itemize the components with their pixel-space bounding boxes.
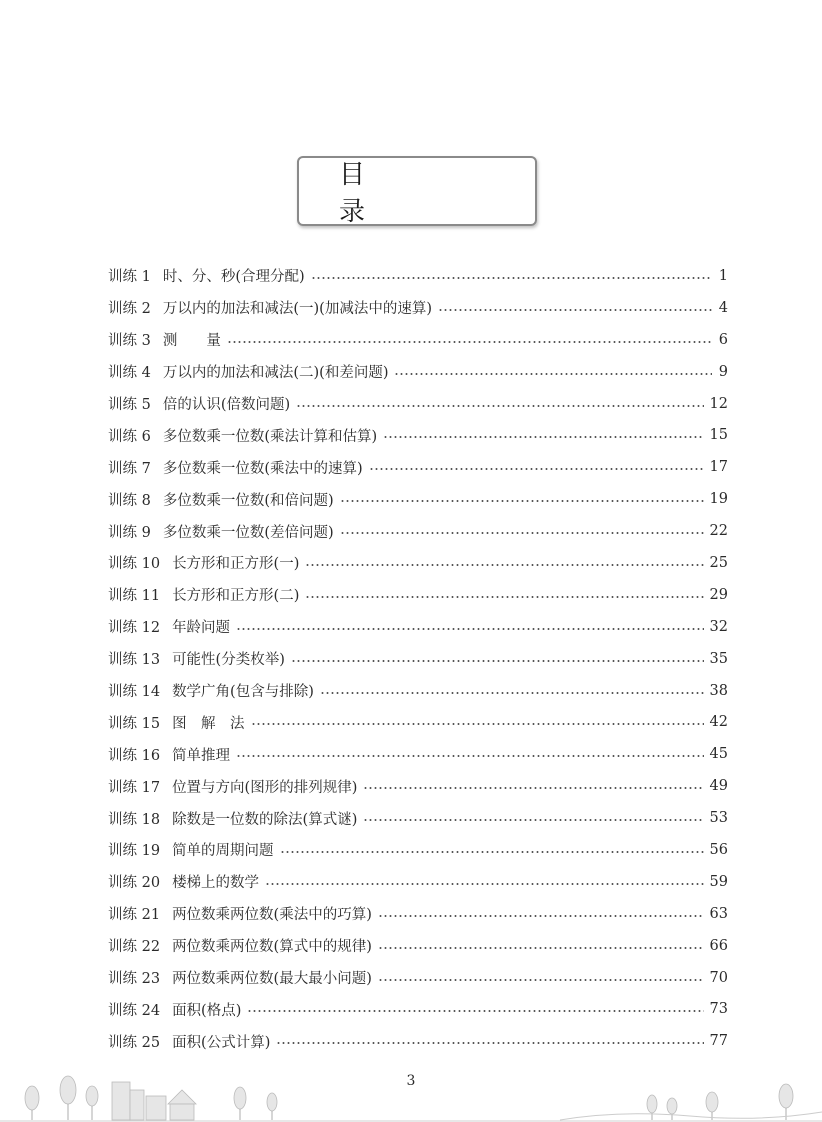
toc-entry-number: 训练 17 [108,779,161,796]
toc-entry [108,260,728,292]
toc-entry-page: 22 [709,523,728,540]
toc-entry [108,451,728,483]
toc-entry-page: 32 [709,618,728,635]
toc-leader-dots [236,628,703,630]
toc-entry [108,675,728,707]
toc-entry-title: 位置与方向(图形的排列规律) [172,779,358,796]
toc-entry [108,834,728,866]
toc-entry [108,993,728,1025]
toc-entry-page: 59 [709,873,728,890]
toc-entry [108,324,728,356]
toc-entry-title: 长方形和正方形(一) [172,556,300,573]
toc-leader-dots [438,309,712,311]
toc-entry [108,579,728,611]
toc-entry-title: 面积(公式计算) [172,1034,271,1051]
toc-entry [108,515,728,547]
toc-entry-number: 训练 11 [108,588,161,605]
toc-entry-number: 训练 7 [108,460,151,477]
toc-entry-page: 53 [709,810,728,827]
toc-leader-dots [305,564,703,566]
toc-leader-dots [276,1042,703,1044]
toc-entry-number: 训练 8 [108,492,151,509]
toc-entry-title: 时、分、秒(合理分配) [162,269,305,286]
toc-entry-page: 73 [709,1001,728,1018]
toc-entry-page: 38 [709,682,728,699]
toc-entry-number: 训练 21 [108,907,161,924]
footer-decoration [0,1060,822,1122]
toc-entry-page: 4 [718,299,728,316]
toc-entry [108,898,728,930]
toc-leader-dots [394,373,712,375]
toc-leader-dots [305,596,703,598]
toc-leader-dots [340,500,704,502]
toc-leader-dots [280,851,704,853]
toc-entry-page: 1 [718,267,728,284]
toc-entry [108,802,728,834]
toc-entry-number: 训练 22 [108,939,161,956]
toc-entry-page: 66 [709,937,728,954]
toc-entry-number: 训练 6 [108,428,151,445]
toc-entry-title: 多位数乘一位数(乘法中的速算) [162,460,363,477]
toc-entry-number: 训练 23 [108,971,161,988]
page-number: 3 [406,1073,416,1089]
table-of-contents [108,260,728,1057]
toc-entry [108,1025,728,1057]
toc-leader-dots [383,436,703,438]
toc-entry-title: 多位数乘一位数(差倍问题) [162,524,334,541]
toc-leader-dots [291,660,704,662]
toc-entry-number: 训练 1 [108,269,151,286]
toc-entry [108,770,728,802]
toc-leader-dots [227,341,712,343]
toc-entry-title: 简单的周期问题 [172,843,274,860]
toc-entry-title: 可能性(分类枚举) [172,652,285,669]
toc-leader-dots [340,532,704,534]
toc-entry [108,419,728,451]
toc-title-box [297,156,537,226]
toc-leader-dots [236,755,703,757]
toc-leader-dots [247,1010,703,1012]
toc-entry-page: 15 [709,427,728,444]
toc-entry-title: 除数是一位数的除法(算式谜) [172,811,358,828]
toc-leader-dots [378,979,704,981]
toc-entry [108,483,728,515]
toc-leader-dots [378,915,704,917]
toc-entry [108,611,728,643]
toc-entry-page: 6 [718,331,728,348]
toc-entry-page: 29 [709,586,728,603]
toc-entry-number: 训练 19 [108,843,161,860]
toc-leader-dots [378,947,704,949]
toc-entry-title: 两位数乘两位数(乘法中的巧算) [172,907,372,924]
toc-entry-page: 35 [709,650,728,667]
toc-entry-title: 数学广角(包含与排除) [172,684,314,701]
toc-entry-title: 两位数乘两位数(最大最小问题) [172,971,372,988]
toc-entry-page: 42 [709,714,728,731]
toc-entry [108,930,728,962]
toc-entry-page: 45 [709,746,728,763]
toc-entry-number: 训练 3 [108,333,151,350]
toc-entry-number: 训练 24 [108,1002,161,1019]
toc-entry-title: 面积(格点) [172,1002,242,1019]
toc-entry-title: 多位数乘一位数(和倍问题) [162,492,334,509]
toc-entry-number: 训练 20 [108,875,161,892]
toc-entry [108,643,728,675]
toc-entry-number: 训练 18 [108,811,161,828]
toc-entry-number: 训练 5 [108,397,151,413]
toc-entry-number: 训练 25 [108,1034,161,1051]
toc-leader-dots [369,468,704,470]
toc-entry-title: 年龄问题 [172,620,231,637]
toc-entry [108,547,728,579]
toc-entry-page: 19 [709,491,728,508]
toc-entry-number: 训练 13 [108,652,161,669]
toc-entry-page: 49 [709,778,728,795]
toc-entry-title: 两位数乘两位数(算式中的规律) [172,939,372,956]
toc-leader-dots [265,883,703,885]
toc-entry [108,738,728,770]
toc-leader-dots [363,819,703,821]
toc-entry-page: 9 [718,363,728,380]
toc-entry-title: 长方形和正方形(二) [172,588,300,605]
toc-leader-dots [320,692,704,694]
toc-entry-title: 楼梯上的数学 [172,875,260,892]
toc-entry-page: 70 [709,969,728,986]
toc-entry-title: 多位数乘一位数(乘法计算和估算) [162,428,378,445]
toc-entry-page: 25 [709,554,728,571]
toc-entry [108,706,728,738]
toc-entry-page: 63 [709,905,728,922]
toc-leader-dots [311,277,712,279]
toc-title: 目 录 [339,160,472,227]
toc-entry-number: 训练 16 [108,747,161,764]
toc-entry-page: 56 [709,841,728,858]
toc-entry [108,866,728,898]
toc-entry-number: 训练 15 [108,715,161,732]
toc-entry-number: 训练 10 [108,556,161,573]
toc-entry-title: 测 量 [162,333,221,350]
toc-leader-dots [296,405,703,407]
toc-leader-dots [251,723,704,725]
toc-leader-dots [363,787,703,789]
toc-entry [108,962,728,994]
toc-entry-page: 12 [709,395,728,412]
toc-entry-page: 17 [709,459,728,476]
toc-entry-page: 77 [709,1033,728,1050]
toc-entry-title: 图 解 法 [172,715,245,732]
toc-entry-title: 万以内的加法和减法(一)(加减法中的速算) [162,301,432,318]
toc-entry-title: 简单推理 [172,747,231,764]
toc-entry-number: 训练 14 [108,684,161,701]
toc-entry-number: 训练 12 [108,620,161,637]
toc-entry-number: 训练 2 [108,301,151,318]
toc-entry-title: 倍的认识(倍数问题) [162,397,291,413]
toc-entry [108,388,728,420]
toc-entry-number: 训练 4 [108,365,151,382]
toc-entry [108,292,728,324]
toc-entry-title: 万以内的加法和减法(二)(和差问题) [162,365,389,382]
toc-entry [108,356,728,388]
toc-entry-number: 训练 9 [108,524,151,541]
